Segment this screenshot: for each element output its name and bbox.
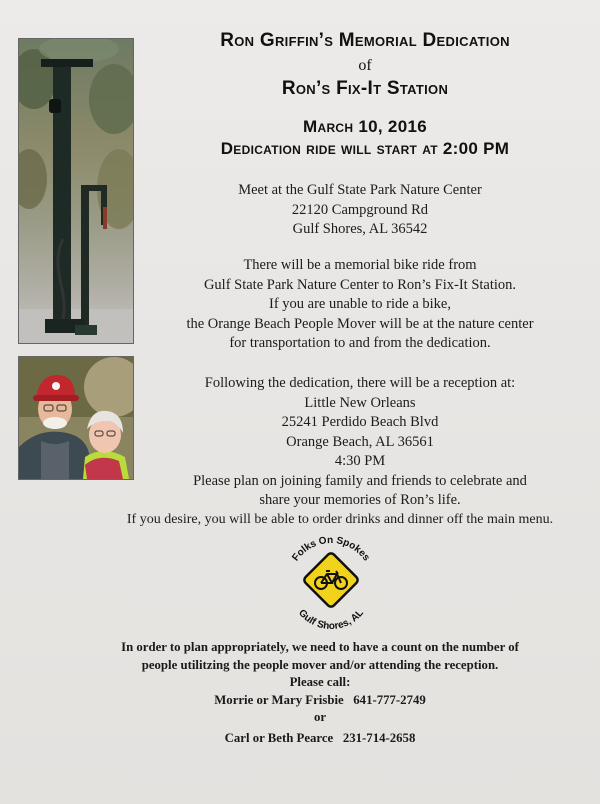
- svg-text:Folks On Spokes: Folks On Spokes: [290, 536, 372, 564]
- contact-pearce: Carl or Beth Pearce 231-714-2658: [224, 730, 416, 745]
- folks-on-spokes-logo: [276, 536, 386, 636]
- ride-line-2: Gulf State Park Nature Center to Ron’s Fix-It Station.: [203, 276, 517, 293]
- contact-please-call: Please call:: [289, 675, 351, 689]
- meet-location: [160, 181, 560, 240]
- meet-address-street: 22120 Campground Rd: [291, 201, 429, 218]
- contact-request: [90, 639, 550, 747]
- contact-frisbie: Morrie or Mary Frisbie 641-777-2749: [214, 692, 426, 707]
- ride-line-1: There will be a memorial bike ride from: [243, 257, 477, 273]
- flyer-subtitle: Ron’s Fix-It Station: [281, 78, 449, 99]
- fixit-station-photo: [18, 38, 134, 344]
- reception-street: 25241 Perdido Beach Blvd: [281, 414, 439, 430]
- meet-line: Meet at the Gulf State Park Nature Center: [238, 182, 482, 198]
- reception-line-7: share your memories of Ron’s life.: [259, 492, 461, 508]
- ride-line-3: If you are unable to ride a bike,: [269, 296, 451, 312]
- ride-line-5: for transportation to and from the dedication.: [229, 335, 491, 351]
- contact-line-2: people utilitzing the people mover and/or attending the reception.: [141, 657, 499, 672]
- contact-line-1: In order to plan appropriately, we need to have a count on the number of: [121, 640, 519, 654]
- reception-time: 4:30 PM: [334, 453, 386, 469]
- reception-line-6: Please plan on joining family and friends to celebrate and: [193, 472, 527, 489]
- reception-details: [140, 374, 580, 511]
- event-date: March 10, 2016: [303, 117, 427, 136]
- ride-line-4: the Orange Beach People Mover will be at the nature center: [186, 315, 534, 332]
- contact-or: or: [313, 710, 327, 724]
- reception-line-1: Following the dedication, there will be a reception at:: [204, 375, 516, 391]
- title-connector: of: [358, 57, 372, 74]
- ride-start-time: Dedication ride will start at 2:00 PM: [220, 139, 510, 158]
- fixit-station-image: [19, 39, 133, 343]
- reception-menu-note: If you desire, you will be able to order drinks and dinner off the main menu.: [126, 512, 554, 527]
- reception-venue: Little New Orleans: [304, 394, 416, 411]
- ride-description: [140, 256, 580, 354]
- meet-address-city: Gulf Shores, AL 36542: [292, 221, 428, 237]
- svg-text:Gulf Shores, AL: Gulf Shores, AL: [296, 607, 366, 633]
- bicycle-sign-icon: [276, 536, 386, 636]
- ron-portrait-image: [19, 357, 133, 479]
- flyer-title: Ron Griffin’s Memorial Dedication: [220, 30, 510, 51]
- reception-city: Orange Beach, AL 36561: [286, 433, 434, 450]
- ron-portrait-photo: [18, 356, 134, 480]
